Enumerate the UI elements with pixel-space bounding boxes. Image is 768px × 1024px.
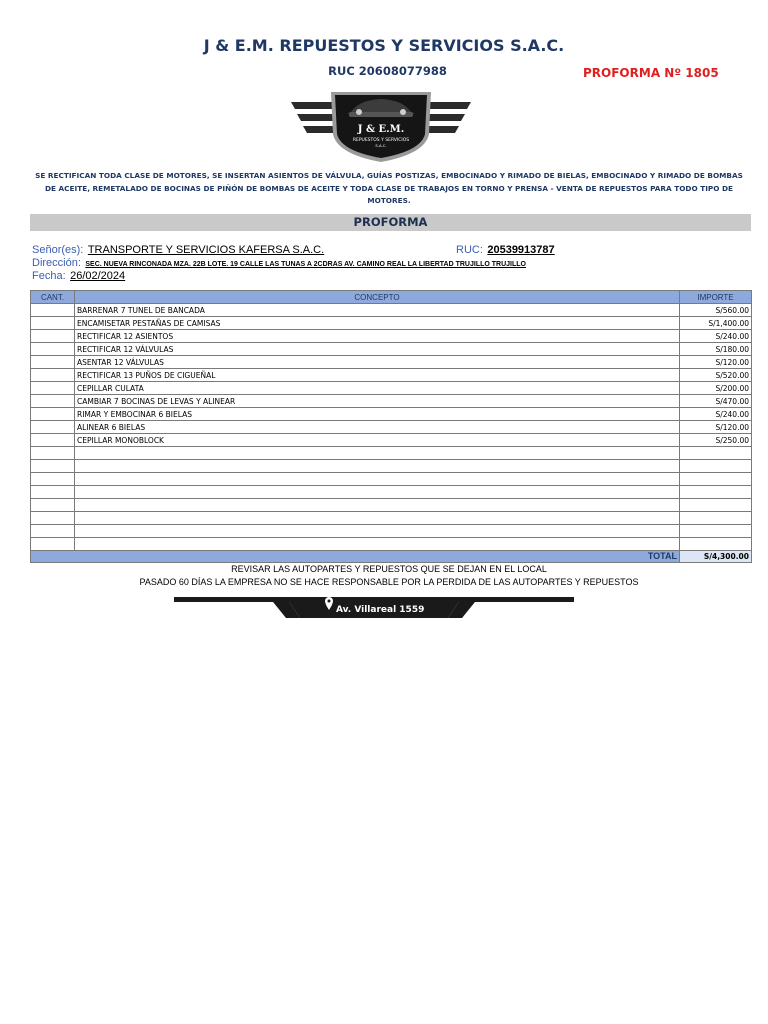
row-importe-cell xyxy=(680,447,752,460)
table-row xyxy=(31,408,752,421)
client-ruc-value: 20539913787 xyxy=(487,244,555,256)
row-importe-cell: S/250.00 xyxy=(680,434,752,447)
logo-subtitle: REPUESTOS Y SERVICIOS xyxy=(352,138,410,143)
table-row xyxy=(31,382,752,395)
row-concepto-cell: ASENTAR 12 VÁLVULAS xyxy=(75,356,680,369)
logo-suffix: S.A.C. xyxy=(375,143,387,148)
address-footer xyxy=(174,594,574,620)
row-concepto-cell xyxy=(75,447,680,460)
row-importe-cell xyxy=(680,460,752,473)
total-row xyxy=(31,551,752,563)
row-concepto-cell xyxy=(75,525,680,538)
row-importe-cell: S/120.00 xyxy=(680,356,752,369)
row-concepto-cell: RECTIFICAR 13 PUÑOS DE CIGUEÑAL xyxy=(75,369,680,382)
row-importe-cell xyxy=(680,512,752,525)
row-cant-cell xyxy=(31,512,75,525)
footer-address: Av. Villareal 1559 xyxy=(336,605,425,615)
row-importe-cell: S/240.00 xyxy=(680,330,752,343)
row-importe-cell xyxy=(680,538,752,551)
table-row xyxy=(31,395,752,408)
note-line-1: REVISAR LAS AUTOPARTES Y REPUESTOS QUE SE DEJAN EN EL LOCAL xyxy=(231,564,547,574)
row-importe-cell xyxy=(680,525,752,538)
table-row xyxy=(31,317,752,330)
table-header-row xyxy=(31,291,752,304)
row-importe-cell: S/240.00 xyxy=(680,408,752,421)
items-table xyxy=(30,290,752,563)
row-cant-cell xyxy=(31,408,75,421)
company-logo xyxy=(289,84,473,164)
table-row xyxy=(31,421,752,434)
client-name: TRANSPORTE Y SERVICIOS KAFERSA S.A.C. xyxy=(87,244,325,256)
row-concepto-cell: ENCAMISETAR PESTAÑAS DE CAMISAS xyxy=(75,317,680,330)
row-cant-cell xyxy=(31,304,75,317)
date-row xyxy=(32,266,125,284)
company-name: J & E.M. REPUESTOS Y SERVICIOS S.A.C. xyxy=(203,36,565,55)
row-cant-cell xyxy=(31,434,75,447)
table-row xyxy=(31,499,752,512)
row-importe-cell xyxy=(680,486,752,499)
table-row xyxy=(31,356,752,369)
row-concepto-cell: ALINEAR 6 BIELAS xyxy=(75,421,680,434)
row-concepto-cell xyxy=(75,486,680,499)
row-concepto-cell xyxy=(75,473,680,486)
date-label: Fecha: xyxy=(32,270,66,282)
row-cant-cell xyxy=(31,538,75,551)
row-cant-cell xyxy=(31,369,75,382)
table-row xyxy=(31,304,752,317)
row-cant-cell xyxy=(31,460,75,473)
row-concepto-cell xyxy=(75,460,680,473)
row-concepto-cell: CAMBIAR 7 BOCINAS DE LEVAS Y ALINEAR xyxy=(75,395,680,408)
client-ruc-label: RUC: xyxy=(456,244,483,256)
row-concepto-cell xyxy=(75,538,680,551)
row-cant-cell xyxy=(31,486,75,499)
row-cant-cell xyxy=(31,447,75,460)
row-concepto-cell: RECTIFICAR 12 VÁLVULAS xyxy=(75,343,680,356)
proforma-number: PROFORMA Nº 1805 xyxy=(583,66,719,80)
row-cant-cell xyxy=(31,330,75,343)
row-concepto-cell xyxy=(75,512,680,525)
address-label: Dirección: xyxy=(32,257,81,269)
row-concepto-cell: RIMAR Y EMBOCINAR 6 BIELAS xyxy=(75,408,680,421)
row-cant-cell xyxy=(31,473,75,486)
col-importe-header: IMPORTE xyxy=(680,291,752,304)
row-importe-cell: S/120.00 xyxy=(680,421,752,434)
row-concepto-cell: CEPILLAR CULATA xyxy=(75,382,680,395)
table-row xyxy=(31,525,752,538)
row-cant-cell xyxy=(31,499,75,512)
table-row xyxy=(31,538,752,551)
row-importe-cell: S/520.00 xyxy=(680,369,752,382)
table-row xyxy=(31,473,752,486)
date-value: 26/02/2024 xyxy=(70,270,126,282)
address-value: SEC. NUEVA RINCONADA MZA. 22B LOTE. 19 CALLE LAS TUNAS A 2CDRAS AV. CAMINO REAL LA LIBERTAD TRUJILLO TRUJILLO xyxy=(85,261,526,268)
row-concepto-cell: CEPILLAR MONOBLOCK xyxy=(75,434,680,447)
row-importe-cell xyxy=(680,499,752,512)
row-importe-cell: S/470.00 xyxy=(680,395,752,408)
total-label: TOTAL xyxy=(31,551,680,563)
table-row xyxy=(31,369,752,382)
table-row xyxy=(31,343,752,356)
company-ruc: RUC 20608077988 xyxy=(328,64,447,78)
table-row xyxy=(31,460,752,473)
total-value: S/4,300.00 xyxy=(680,551,752,563)
logo-title: J & E.M. xyxy=(357,124,405,135)
address-row xyxy=(32,253,752,271)
table-row xyxy=(31,434,752,447)
row-importe-cell: S/1,400.00 xyxy=(680,317,752,330)
row-importe-cell: S/560.00 xyxy=(680,304,752,317)
row-concepto-cell xyxy=(75,499,680,512)
proforma-title-band: PROFORMA xyxy=(30,214,751,231)
table-row xyxy=(31,486,752,499)
row-cant-cell xyxy=(31,395,75,408)
row-cant-cell xyxy=(31,343,75,356)
row-concepto-cell: RECTIFICAR 12 ASIENTOS xyxy=(75,330,680,343)
row-concepto-cell: BARRENAR 7 TUNEL DE BANCADA xyxy=(75,304,680,317)
table-row xyxy=(31,447,752,460)
row-cant-cell xyxy=(31,525,75,538)
row-importe-cell: S/180.00 xyxy=(680,343,752,356)
services-description: SE RECTIFICAN TODA CLASE DE MOTORES, SE INSERTAN ASIENTOS DE VÁLVULA, GUÍAS POSTIZAS, EMBOCINADO Y RIMADO DE BIELAS, EMBOCINADO Y RIMADO DE BOMBAS DE ACEITE, REMETALADO DE BOCINAS DE PIÑÓN DE BOMBAS DE ACEITE Y TODA CLASE DE TRABAJOS EN TORNO Y PRENSA - VENTA DE REPUESTOS PARA TODO TIPO DE MOTORES. xyxy=(35,171,743,206)
table-body xyxy=(31,304,752,563)
col-concepto-header: CONCEPTO xyxy=(75,291,680,304)
row-cant-cell xyxy=(31,356,75,369)
table-row xyxy=(31,512,752,525)
table-row xyxy=(31,330,752,343)
client-label: Señor(es): xyxy=(32,244,84,256)
row-cant-cell xyxy=(31,317,75,330)
note-line-2: PASADO 60 DÍAS LA EMPRESA NO SE HACE RESPONSABLE POR LA PERDIDA DE LAS AUTOPARTES Y REPUESTOS xyxy=(139,577,639,587)
col-cant-header: CANT. xyxy=(31,291,75,304)
row-cant-cell xyxy=(31,382,75,395)
row-importe-cell: S/200.00 xyxy=(680,382,752,395)
row-cant-cell xyxy=(31,421,75,434)
row-importe-cell xyxy=(680,473,752,486)
